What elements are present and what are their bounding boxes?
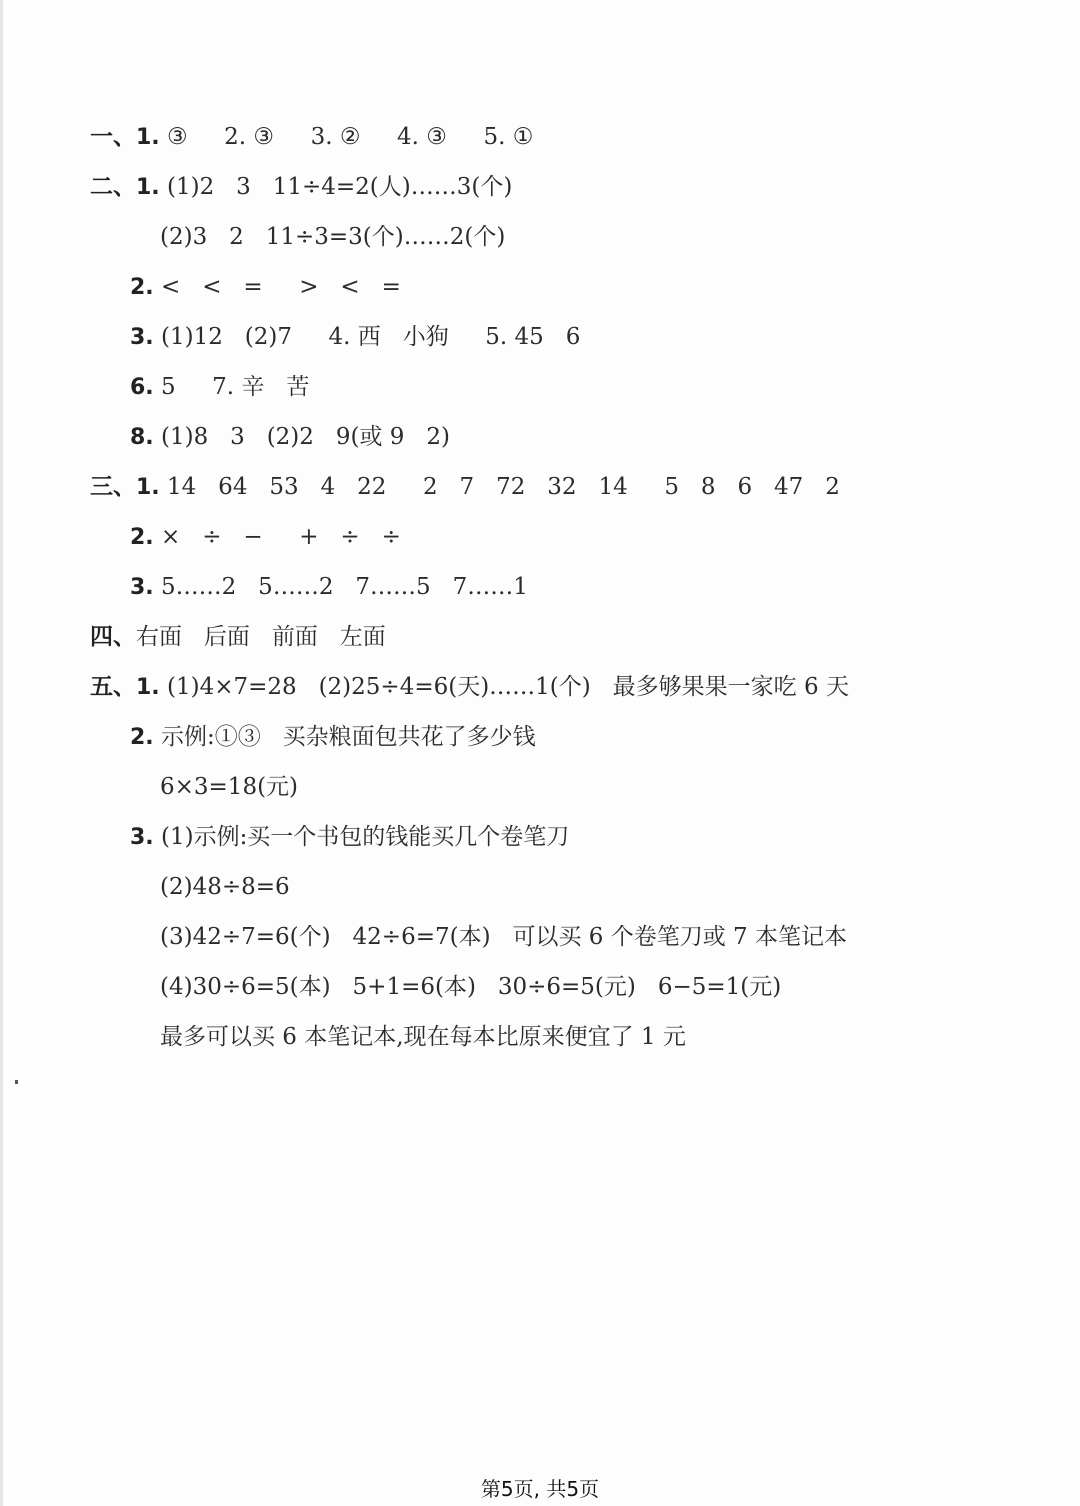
page-footer: 第5页, 共5页 xyxy=(480,1477,600,1501)
question-number: 6. xyxy=(130,375,154,400)
answer-text: × ÷ − + ÷ ÷ xyxy=(153,524,401,550)
answer-text: (1)示例:买一个书包的钱能买几个卷笔刀 xyxy=(153,824,570,850)
question-number: 1. xyxy=(136,675,160,700)
answer-line xyxy=(90,622,386,652)
answer-line xyxy=(90,472,840,503)
answer-text: 6×3=18(元) xyxy=(160,774,299,800)
answer-line xyxy=(130,722,536,753)
answer-line xyxy=(130,272,401,303)
answer-line xyxy=(160,922,847,952)
question-number: 3. xyxy=(130,825,154,850)
question-number: 1. xyxy=(136,125,160,150)
answer-line xyxy=(160,772,298,802)
answer-line xyxy=(160,972,781,1002)
answer-line xyxy=(90,122,533,153)
section-label: 二、 xyxy=(90,174,136,200)
answer-text: 右面 后面 前面 左面 xyxy=(136,624,386,650)
question-number: 2. xyxy=(130,525,154,550)
question-number: 3. xyxy=(130,325,154,350)
answer-text: (2)48÷8=6 xyxy=(160,874,290,900)
answer-line xyxy=(130,522,401,553)
answer-line xyxy=(130,372,309,403)
answer-line xyxy=(130,822,569,853)
answer-text: 最多可以买 6 本笔记本,现在每本比原来便宜了 1 元 xyxy=(160,1024,686,1050)
answer-text: 示例:①③ 买杂粮面包共花了多少钱 xyxy=(153,724,536,750)
answer-text: (3)42÷7=6(个) 42÷6=7(本) 可以买 6 个卷笔刀或 7 本笔记本 xyxy=(160,924,848,950)
answer-text: ③ 2. ③ 3. ② 4. ③ 5. ① xyxy=(159,124,534,150)
question-number: 1. xyxy=(136,475,160,500)
answer-text: (1)12 (2)7 4. 西 小狗 5. 45 6 xyxy=(153,324,581,350)
page-edge xyxy=(0,0,3,1506)
answer-line xyxy=(90,172,512,203)
answer-line xyxy=(130,422,450,453)
question-number: 8. xyxy=(130,425,154,450)
answer-line xyxy=(130,322,580,353)
stray-mark xyxy=(15,1080,18,1084)
answer-text: (1)8 3 (2)2 9(或 9 2) xyxy=(153,424,450,450)
section-label: 四、 xyxy=(90,624,136,650)
answer-text: (1)4×7=28 (2)25÷4=6(天)……1(个) 最多够果果一家吃 6 天 xyxy=(159,674,849,700)
question-number: 2. xyxy=(130,725,154,750)
answer-text: 14 64 53 4 22 2 7 72 32 14 5 8 6 47 2 xyxy=(159,474,840,500)
answer-line xyxy=(90,672,849,703)
answer-text: < < = > < = xyxy=(153,274,401,300)
answer-text: 5……2 5……2 7……5 7……1 xyxy=(153,574,528,600)
question-number: 2. xyxy=(130,275,154,300)
answer-line xyxy=(160,1022,686,1052)
question-number: 3. xyxy=(130,575,154,600)
answer-text: (1)2 3 11÷4=2(人)……3(个) xyxy=(159,174,513,200)
answer-text: 5 7. 辛 苦 xyxy=(153,374,310,400)
answer-text: (4)30÷6=5(本) 5+1=6(本) 30÷6=5(元) 6−5=1(元) xyxy=(160,974,782,1000)
answer-line xyxy=(160,222,505,252)
answer-line xyxy=(130,572,528,603)
question-number: 1. xyxy=(136,175,160,200)
section-label: 一、 xyxy=(90,124,136,150)
section-label: 五、 xyxy=(90,674,136,700)
section-label: 三、 xyxy=(90,474,136,500)
answer-text: (2)3 2 11÷3=3(个)……2(个) xyxy=(160,224,506,250)
answer-line xyxy=(160,872,290,902)
